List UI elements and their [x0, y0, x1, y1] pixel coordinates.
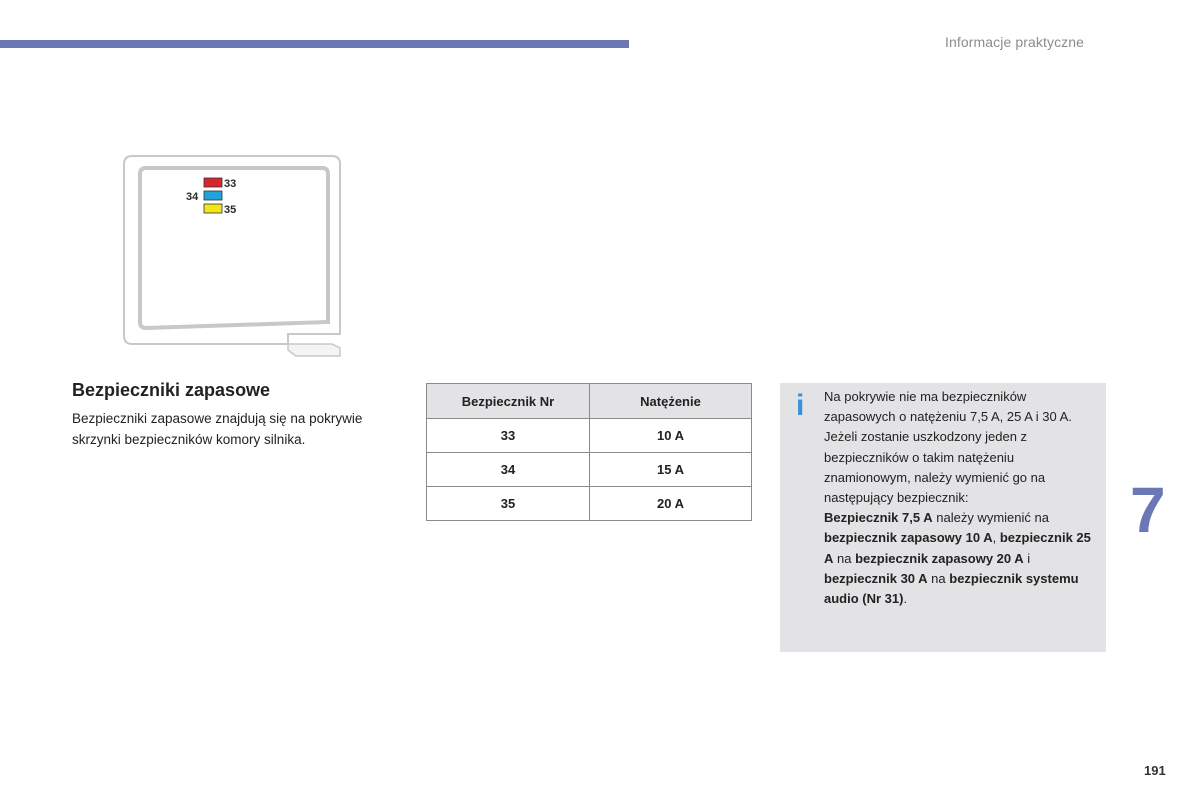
info-note-segment: Bezpiecznik 7,5 A [824, 510, 933, 526]
current-cell: 20 A [590, 487, 752, 521]
chapter-number: 7 [1130, 474, 1166, 546]
fuse-34-label: 34 [186, 191, 199, 203]
info-note-segment: bezpiecznik 30 A [824, 570, 928, 586]
info-note-segment: bezpiecznik systemu audio (Nr 31) [824, 570, 1079, 607]
table-row [427, 419, 752, 453]
fuse-33-block [204, 178, 222, 187]
table-row [427, 487, 752, 521]
header-accent-bar [0, 40, 629, 48]
info-note-text [824, 387, 1098, 609]
column-header-fuse-number: Bezpiecznik Nr [427, 384, 590, 419]
table-row [427, 453, 752, 487]
fuse-number-cell: 34 [427, 453, 590, 487]
fuse-number-cell: 33 [427, 419, 590, 453]
table-header-row [427, 384, 752, 419]
info-note-segment: na [833, 550, 856, 566]
fuse-box-cover-diagram [118, 150, 350, 362]
page-number: 191 [1144, 763, 1166, 778]
info-note-segment: , [992, 530, 1000, 546]
spare-fuses-description: Bezpieczniki zapasowe znajdują się na pokrywie skrzynki bezpieczników komory silnika. [72, 411, 363, 447]
fuse-number-cell: 35 [427, 487, 590, 521]
cover-inner-outline [140, 168, 328, 328]
current-cell: 10 A [590, 419, 752, 453]
fuse-35-label: 35 [224, 204, 237, 216]
info-note-segment: bezpiecznik 25 A [824, 530, 1091, 566]
info-note-intro: Na pokrywie nie ma bezpieczników zapasowych o natężeniu 7,5 A, 25 A i 30 A. Jeżeli zostanie uszkodzony jeden z bezpieczników o takim natężeniu znamionowym, należy wymienić go na następujący bezpiecznik: [824, 389, 1072, 506]
info-icon: i [796, 389, 805, 422]
info-note-segment: bezpiecznik zapasowy 20 A [855, 550, 1024, 566]
current-cell: 15 A [590, 453, 752, 487]
spare-fuses-heading: Bezpieczniki zapasowe [72, 380, 271, 400]
info-note-segment: i [1023, 550, 1031, 566]
info-note-box [780, 383, 1106, 652]
section-title: Informacje praktyczne [945, 34, 1085, 50]
column-header-current: Natężenie [590, 384, 752, 419]
info-note-segment: na [927, 570, 950, 586]
fuse-rating-table [426, 383, 752, 521]
fuse-35-block [204, 204, 222, 213]
info-note-segment: bezpiecznik zapasowy 10 A [824, 530, 993, 546]
cover-tab [288, 344, 340, 356]
info-note-segment: należy wymienić na [932, 510, 1049, 526]
info-note-segment: . [903, 591, 908, 607]
info-note-replacement-rules [824, 510, 1091, 606]
fuse-34-block [204, 191, 222, 200]
fuse-33-label: 33 [224, 178, 237, 190]
